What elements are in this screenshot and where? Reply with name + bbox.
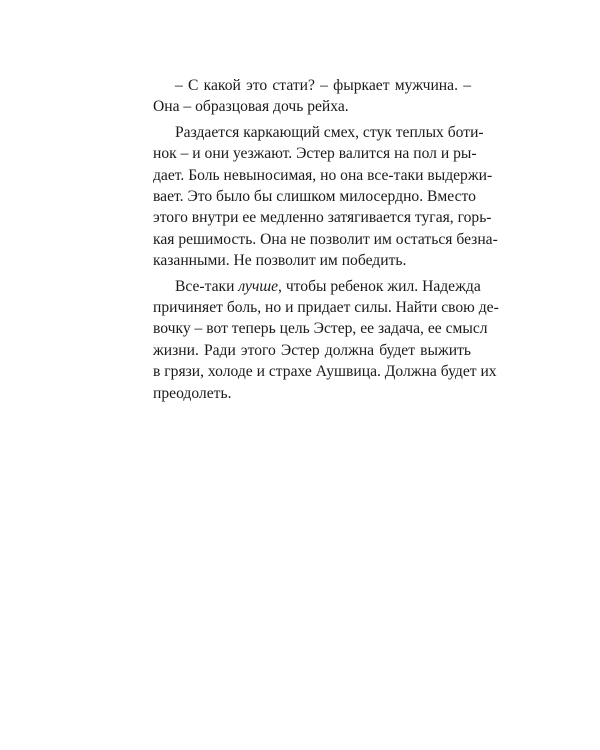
- text-line: вает. Это было бы слишком милосердно. Вместо: [153, 188, 476, 206]
- text-line: нок – и они уезжают. Эстер валится на пол и ры-: [153, 145, 477, 163]
- text-line: в грязи, холоде и страхе Аушвица. Должна будет их: [153, 363, 497, 381]
- text-line: дает. Боль невыносимая, но она все-таки выдержи-: [153, 166, 493, 184]
- emphasized-word: лучше: [238, 277, 279, 295]
- text-line: Она – образцовая дочь рейха.: [153, 98, 349, 116]
- text-line: Раздается каркающий смех, стук теплых боти-: [175, 123, 484, 141]
- text-line: преодолеть.: [153, 384, 232, 402]
- text-segment: , чтобы ребенок жил. Надежда: [278, 277, 481, 295]
- text-line: – С какой это стати? – фыркает мужчина. –: [175, 77, 471, 94]
- text-line: казанными. Не позволит им победить.: [153, 252, 407, 270]
- paragraph-dialogue: [131, 75, 471, 118]
- text-line: [131, 276, 481, 297]
- paragraph-hope: [131, 276, 499, 404]
- text-line: жизни. Ради этого Эстер должна будет выжить: [153, 341, 471, 359]
- body-text: [131, 75, 499, 408]
- text-line: вочку – вот теперь цель Эстер, ее задача, ее смысл: [153, 320, 488, 338]
- text-line: причиняет боль, но и придает силы. Найти свою де-: [153, 299, 499, 317]
- text-line: этого внутри ее медленно затягивается тугая, горь-: [153, 209, 492, 227]
- paragraph-narration: [131, 122, 498, 272]
- text-line: кая решимость. Она не позволит им остаться безна-: [153, 230, 498, 248]
- text-segment: Все-таки: [175, 277, 239, 295]
